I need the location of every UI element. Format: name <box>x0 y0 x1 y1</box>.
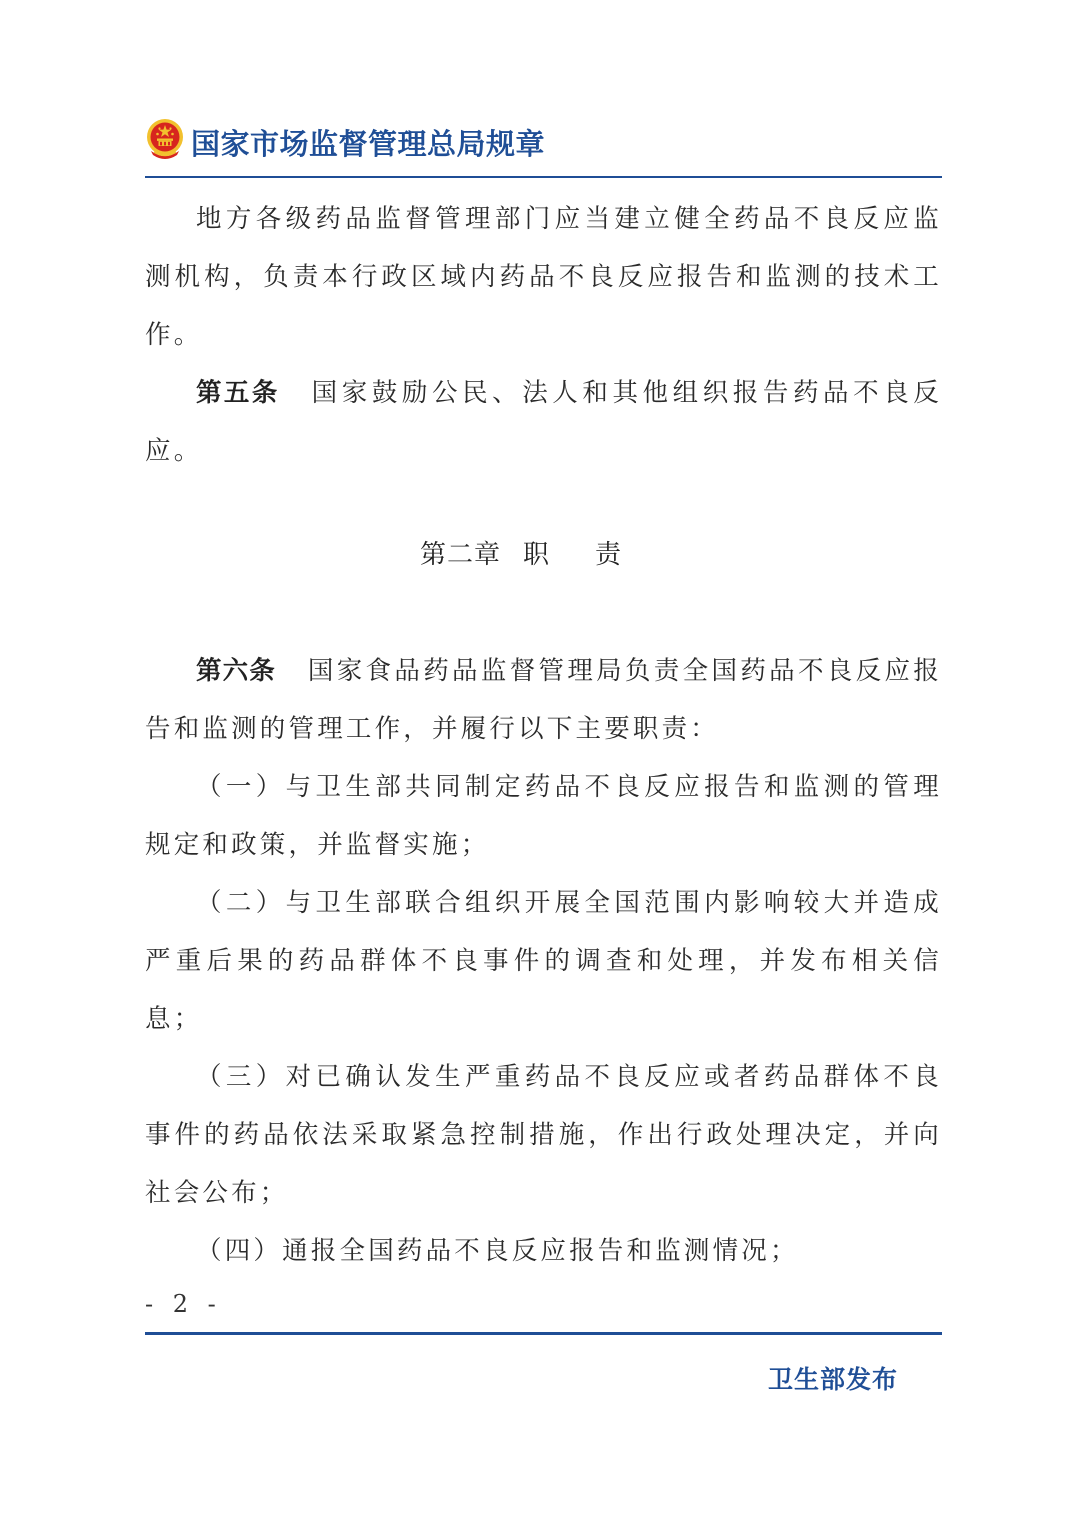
paragraph-text: 国家鼓励公民、法人和其他组织报告药品不良反应。 <box>145 378 942 466</box>
article-number: 第六条 <box>196 656 276 686</box>
header-divider <box>145 176 942 178</box>
page-number: - 2 - <box>145 1290 222 1318</box>
list-item-text: （一）与卫生部共同制定药品不良反应报告和监测的管理规定和政策，并监督实施； <box>145 772 942 860</box>
chapter-title: 职责 <box>523 540 668 570</box>
paragraph-article-five <box>145 364 942 480</box>
header-title: 国家市场监督管理总局规章 <box>191 127 546 161</box>
list-item-text: （三）对已确认发生严重药品不良反应或者药品群体不良事件的药品依法采取紧急控制措施，作出行政处理决定，并向社会公布； <box>145 1062 942 1208</box>
article-number: 第五条 <box>196 378 280 408</box>
document-header <box>145 112 942 178</box>
list-item <box>145 874 942 1048</box>
paragraph-article-four-cont <box>145 190 942 364</box>
paragraph-article-six <box>145 642 942 758</box>
chapter-number: 第二章 <box>419 540 501 570</box>
national-emblem-icon <box>145 117 185 163</box>
paragraph-text: 地方各级药品监督管理部门应当建立健全药品不良反应监测机构，负责本行政区域内药品不良反应报告和监测的技术工作。 <box>145 204 942 350</box>
list-item-text: （二）与卫生部联合组织开展全国范围内影响较大并造成严重后果的药品群体不良事件的调查和处理，并发布相关信息； <box>145 888 942 1034</box>
body-section-top <box>145 190 942 480</box>
list-item-text: （四）通报全国药品不良反应报告和监测情况； <box>196 1236 799 1266</box>
chapter-heading <box>145 534 942 571</box>
list-item <box>145 1048 942 1222</box>
body-section-bottom <box>145 642 942 1280</box>
list-item <box>145 758 942 874</box>
footer-divider <box>145 1332 942 1335</box>
footer-publisher: 卫生部发布 <box>767 1365 898 1394</box>
list-item <box>145 1222 942 1280</box>
paragraph-text: 国家食品药品监督管理局负责全国药品不良反应报告和监测的管理工作，并履行以下主要职责： <box>145 656 942 744</box>
